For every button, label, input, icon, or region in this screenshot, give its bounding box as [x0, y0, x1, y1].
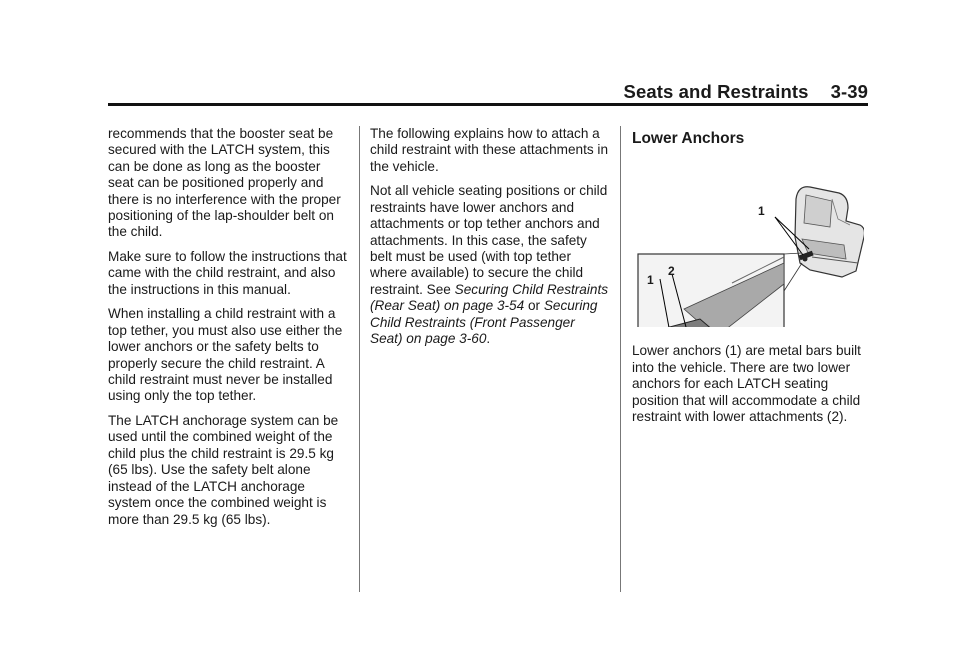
paragraph: Make sure to follow the instructions that came with the child restraint, and also the instructions in this manual. — [108, 249, 347, 297]
callout-lower-attachments: 2 — [668, 264, 675, 279]
callout-lower-anchors: 1 — [758, 204, 765, 219]
reference-link-rear-seat[interactable]: Securing Child Restraints (Rear Seat) on page 3-54 — [370, 281, 609, 314]
paragraph-text: Not all vehicle seating positions or child restraints have lower anchors and attachments or top tether anchors and attachments. In this case, the safety belt must be used (with top tether where available) to secure the child restraint. See — [370, 183, 608, 297]
running-header — [624, 81, 868, 103]
paragraph: Lower anchors (1) are metal bars built into the vehicle. There are two lower anchors for each LATCH seating position that will accommodate a child restraint with lower attachments (2). — [632, 343, 861, 425]
column-divider — [359, 126, 360, 592]
paragraph: When installing a child restraint with a top tether, you must also use either the lower anchors or the safety belts to properly secure the child restraint. A child restraint must never be installed using only the top tether. — [108, 306, 343, 404]
illustration-svg — [632, 159, 864, 327]
child-seat-drawing — [795, 187, 864, 277]
header-rule — [108, 103, 868, 106]
section-heading: Lower Anchors — [632, 130, 745, 147]
column-1 — [108, 126, 348, 536]
column-3 — [632, 126, 872, 434]
reference-link-front-passenger-seat[interactable]: Securing Child Restraints (Front Passenger Seat) on page 3-60 — [370, 298, 598, 347]
paragraph: The LATCH anchorage system can be used until the combined weight of the child plus the child restraint is 29.5 kg (65 lbs). Use the safety belt alone instead of the LATCH anchorage system once the combined weight is more than 29.5 kg (65 lbs). — [108, 413, 339, 527]
paragraph: The following explains how to attach a child restraint with these attachments in the vehicle. — [370, 126, 609, 174]
period: . — [486, 331, 491, 347]
lower-anchors-illustration — [632, 159, 864, 327]
section-title: Seats and Restraints — [623, 81, 809, 102]
conjunction: or — [527, 298, 541, 314]
page-number: 3-39 — [830, 81, 868, 102]
inset-closeup — [638, 254, 784, 327]
column-divider — [620, 126, 621, 592]
paragraph: recommends that the booster seat be secured with the LATCH system, this can be done as long as the booster seat can be positioned properly and there is no interference with the proper positioning of the lap-shoulder belt on the child. — [108, 126, 341, 240]
callout-anchor-closeup: 1 — [647, 273, 654, 288]
column-2 — [370, 126, 610, 356]
paragraph-with-references — [370, 183, 610, 347]
